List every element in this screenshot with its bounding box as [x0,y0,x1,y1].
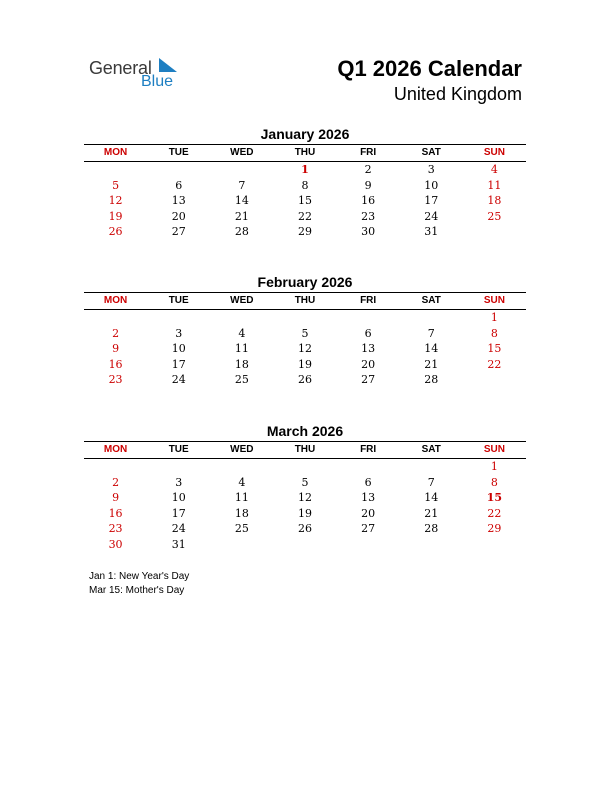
day-cell: 18 [487,194,502,208]
day-cell: 12 [108,194,123,208]
day-cell [147,162,210,178]
week-row [84,341,526,357]
day-cell: 2 [112,475,120,489]
day-cell: 19 [297,357,312,371]
weekday-label: THU [294,295,316,306]
logo [89,56,189,96]
country-subtitle: United Kingdom [393,84,522,104]
day-cell: 3 [175,475,183,489]
month-title: January 2026 [260,126,350,142]
day-cell: 13 [361,342,376,356]
day-cell: 18 [234,506,249,520]
day-cell: 16 [361,194,376,208]
holiday-day-cell: 15 [486,491,503,505]
week-row [84,372,526,388]
holiday-day-cell: 1 [301,163,309,176]
day-cell [210,162,273,178]
weekday-label: THU [294,147,316,158]
day-cell [84,459,147,475]
day-cell: 31 [171,537,186,551]
day-cell [84,310,147,326]
day-cell: 4 [238,475,246,489]
logo-flag-icon [159,58,179,72]
weekday-label: MON [103,147,128,158]
week-row [84,209,526,225]
day-cell: 17 [171,506,186,520]
day-cell: 2 [364,163,372,176]
day-cell: 1 [490,460,498,473]
day-cell: 11 [234,342,249,356]
logo-text-general: General [89,58,152,78]
day-cell: 27 [171,225,186,239]
weekday-header-row [84,292,526,310]
holiday-note: Mar 15: Mother's Day [89,585,185,596]
day-cell: 28 [424,373,439,387]
day-cell: 7 [427,475,435,489]
day-cell: 3 [427,163,435,176]
day-cell [400,537,463,553]
day-cell: 25 [487,209,502,223]
day-cell [210,310,273,326]
week-row [84,521,526,537]
week-row [84,310,526,326]
day-cell: 19 [108,209,123,223]
day-cell: 15 [297,194,312,208]
day-cell: 16 [108,506,123,520]
month-january [84,125,526,240]
day-cell [147,459,210,475]
week-row [84,459,526,475]
day-cell: 26 [108,225,123,239]
day-cell [463,224,526,240]
day-cell: 17 [171,357,186,371]
day-cell: 6 [364,326,372,340]
day-cell: 5 [301,326,309,340]
day-cell: 22 [487,506,502,520]
day-cell: 22 [297,209,312,223]
day-cell [147,310,210,326]
day-cell: 28 [234,225,249,239]
day-cell: 30 [361,225,376,239]
weekday-label: TUE [168,147,189,158]
day-cell: 4 [238,326,246,340]
day-cell: 6 [175,178,183,192]
logo-text-blue: Blue [141,73,174,90]
day-cell: 18 [234,357,249,371]
weekday-label: TUE [168,295,189,306]
day-cell: 10 [171,342,186,356]
month-march [84,422,526,553]
day-cell: 4 [490,163,498,176]
weekday-label: FRI [360,295,377,306]
weekday-label: SAT [421,295,441,306]
page-title: Q1 2026 Calendar [337,56,522,81]
day-cell: 26 [297,522,312,536]
day-cell: 12 [297,342,312,356]
week-row [84,537,526,553]
weekday-label: MON [103,444,128,455]
week-row [84,193,526,209]
day-cell: 10 [424,178,439,192]
day-cell: 23 [108,522,123,536]
day-cell: 19 [297,506,312,520]
weekday-label: FRI [360,444,377,455]
day-cell: 7 [427,326,435,340]
day-cell: 15 [487,342,502,356]
day-cell: 1 [490,311,498,324]
day-cell: 5 [301,475,309,489]
day-cell: 20 [361,357,376,371]
weekday-label: THU [294,444,316,455]
day-cell: 3 [175,326,183,340]
day-cell: 14 [234,194,249,208]
holiday-note: Jan 1: New Year's Day [89,571,190,582]
day-cell: 21 [424,506,439,520]
day-cell [273,459,336,475]
day-cell: 26 [297,373,312,387]
weekday-label: FRI [360,147,377,158]
week-row [84,224,526,240]
weekday-label: TUE [168,444,189,455]
day-cell [273,537,336,553]
day-cell: 9 [112,491,120,505]
day-cell: 8 [490,475,498,489]
weekday-label: SUN [483,295,505,306]
week-row [84,475,526,491]
day-cell: 11 [234,491,249,505]
day-cell: 13 [361,491,376,505]
holiday-list [89,570,189,598]
week-row [84,506,526,522]
month-february [84,273,526,388]
day-cell: 30 [108,537,123,551]
day-cell: 11 [487,178,502,192]
weekday-label: MON [103,295,128,306]
day-cell: 20 [171,209,186,223]
day-cell: 14 [424,491,439,505]
day-cell: 23 [108,373,123,387]
day-cell: 20 [361,506,376,520]
day-cell: 25 [234,373,249,387]
week-row [84,357,526,373]
day-cell: 28 [424,522,439,536]
day-cell [400,459,463,475]
week-row [84,326,526,342]
day-cell [463,537,526,553]
week-row [84,178,526,194]
weekday-label: WED [230,295,254,306]
day-cell: 6 [364,475,372,489]
day-cell: 16 [108,357,123,371]
day-cell: 10 [171,491,186,505]
day-cell: 27 [361,373,376,387]
day-cell [337,310,400,326]
day-cell: 27 [361,522,376,536]
weekday-label: SUN [483,147,505,158]
weekday-label: SAT [421,147,441,158]
day-cell: 2 [112,326,120,340]
day-cell [84,162,147,178]
day-cell: 14 [424,342,439,356]
month-title: February 2026 [257,274,353,290]
day-cell [210,537,273,553]
day-cell: 23 [361,209,376,223]
weekday-label: SAT [421,444,441,455]
day-cell: 7 [238,178,246,192]
day-cell [400,310,463,326]
day-cell [210,459,273,475]
day-cell: 24 [171,522,186,536]
weekday-label: SUN [483,444,505,455]
day-cell [337,459,400,475]
day-cell [273,310,336,326]
day-cell: 9 [112,342,120,356]
day-cell: 21 [424,357,439,371]
month-title: March 2026 [266,423,344,439]
day-cell: 13 [171,194,186,208]
week-row [84,490,526,506]
day-cell: 5 [112,178,120,192]
day-cell [463,372,526,388]
week-row [84,162,526,178]
day-cell: 21 [234,209,249,223]
day-cell [337,537,400,553]
day-cell: 9 [364,178,372,192]
weekday-label: WED [230,444,254,455]
weekday-header-row [84,144,526,162]
day-cell: 29 [487,522,502,536]
day-cell: 25 [234,522,249,536]
weekday-header-row [84,441,526,459]
day-cell: 31 [424,225,439,239]
day-cell: 17 [424,194,439,208]
day-cell: 8 [301,178,309,192]
day-cell: 24 [424,209,439,223]
day-cell: 29 [297,225,312,239]
day-cell: 8 [490,326,498,340]
weekday-label: WED [230,147,254,158]
day-cell: 24 [171,373,186,387]
day-cell: 12 [297,491,312,505]
day-cell: 22 [487,357,502,371]
